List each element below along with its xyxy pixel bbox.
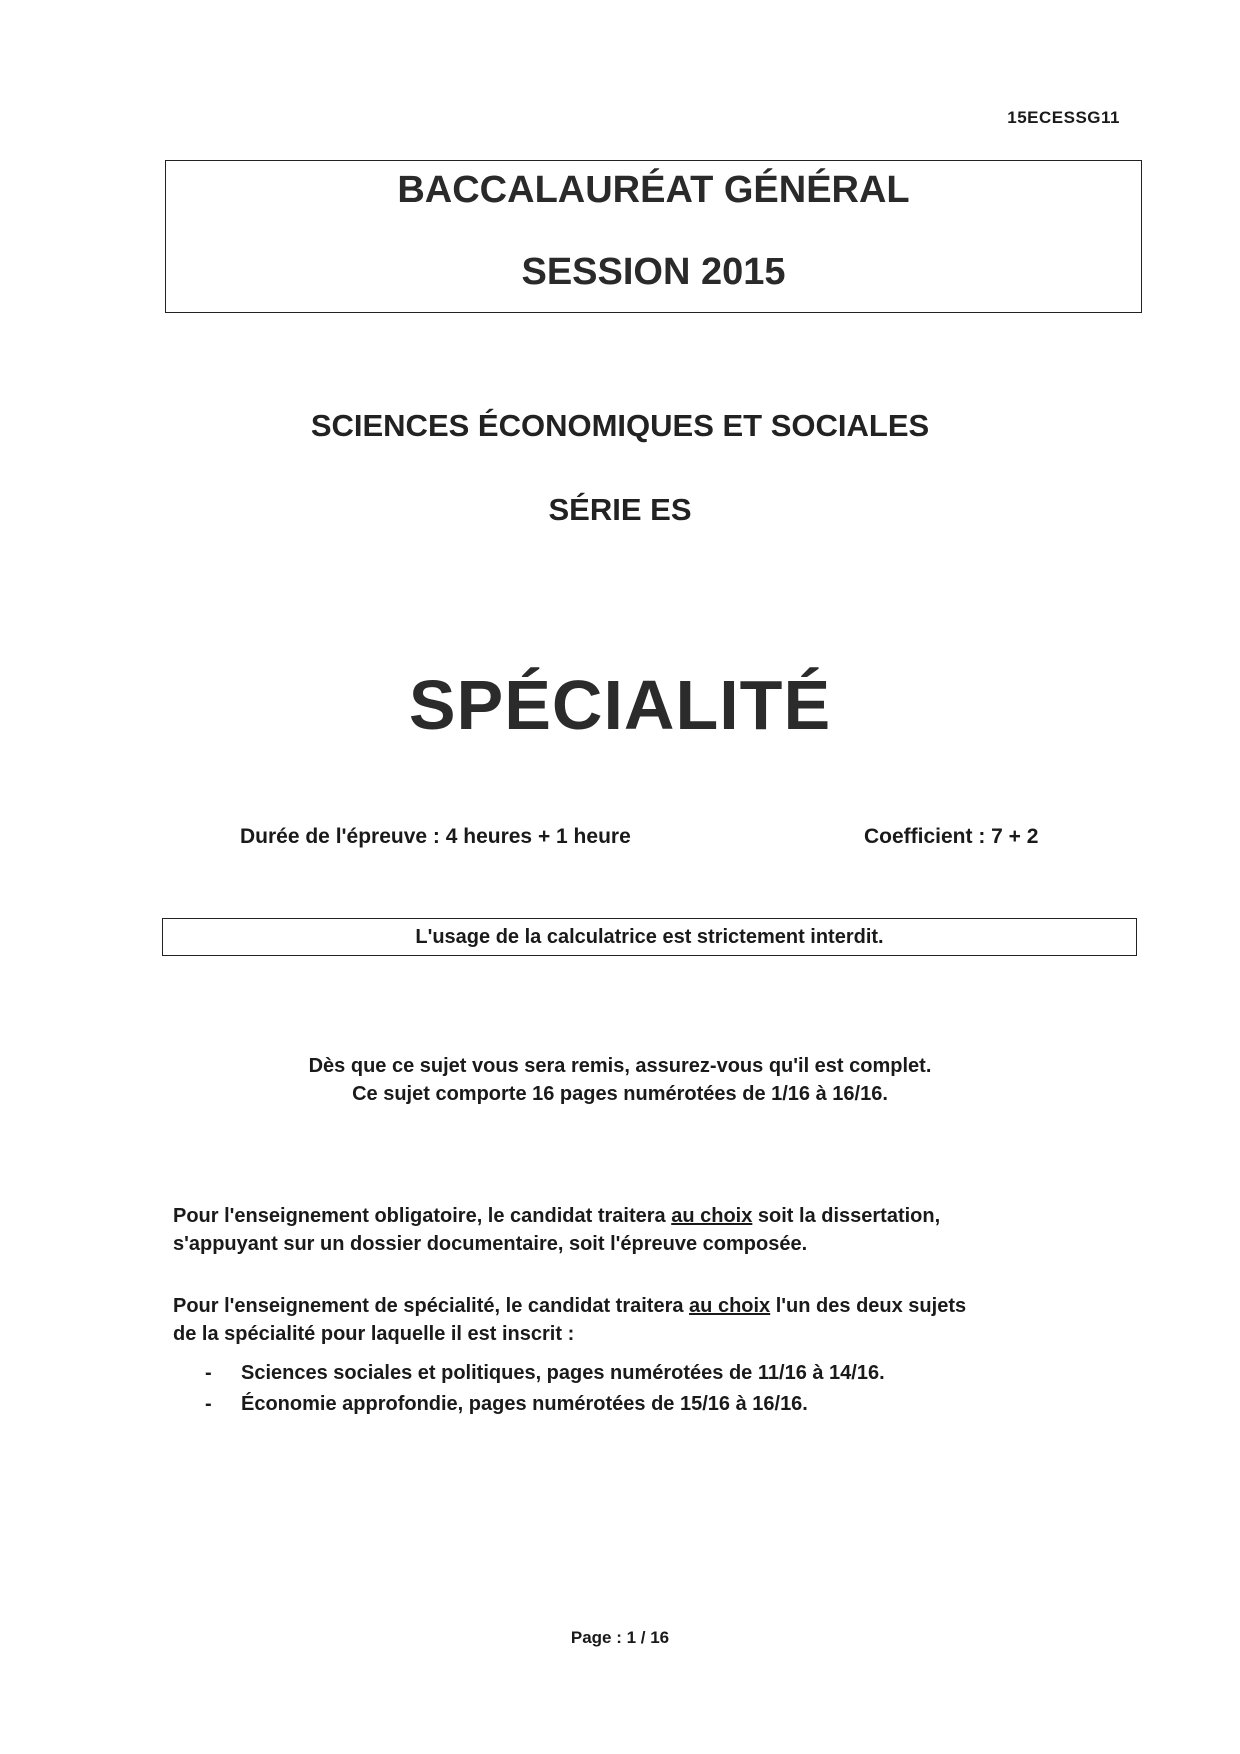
underlined-au-choix: au choix xyxy=(689,1295,771,1317)
serie-title: SÉRIE ES xyxy=(548,492,692,527)
specialite-title: SPÉCIALITÉ xyxy=(408,666,832,744)
page-number: Page : 1 / 16 xyxy=(570,1628,670,1647)
notice-line-2: Ce sujet comporte 16 pages numérotées de 1/16 à 16/16. xyxy=(352,1083,888,1105)
calculator-notice-box: L'usage de la calculatrice est strictement interdit. xyxy=(162,918,1137,956)
exam-coefficient: Coefficient : 7 + 2 xyxy=(864,825,1039,848)
bullet-dash: - xyxy=(205,1362,212,1384)
exam-session: SESSION 2015 xyxy=(521,251,786,293)
paragraph-obligatoire-line-2: s'appuyant sur un dossier documentaire, soit l'épreuve composée. xyxy=(173,1233,808,1255)
paragraph-text: Pour l'enseignement obligatoire, le candidat traitera xyxy=(173,1205,672,1227)
specialite-options-list xyxy=(205,1358,1125,1420)
exam-duration: Durée de l'épreuve : 4 heures + 1 heure xyxy=(240,825,631,848)
list-item-text: Sciences sociales et politiques, pages numérotées de 11/16 à 14/16. xyxy=(241,1362,885,1384)
list-item xyxy=(205,1358,1125,1389)
header-box xyxy=(165,160,1142,313)
paragraph-text: soit la dissertation, xyxy=(752,1205,941,1227)
paragraph-text: Pour l'enseignement de spécialité, le candidat traitera xyxy=(173,1295,690,1317)
bullet-dash: - xyxy=(205,1393,212,1415)
list-item-text: Économie approfondie, pages numérotées de 15/16 à 16/16. xyxy=(241,1393,808,1415)
exam-title: BACCALAURÉAT GÉNÉRAL xyxy=(397,169,910,211)
underlined-au-choix: au choix xyxy=(671,1205,753,1227)
completeness-notice xyxy=(0,1052,1240,1108)
paragraph-obligatoire-line-1 xyxy=(173,1202,1133,1230)
paragraph-specialite-line-1 xyxy=(173,1292,1133,1320)
notice-line-1: Dès que ce sujet vous sera remis, assurez-vous qu'il est complet. xyxy=(308,1055,932,1077)
paragraph-obligatoire xyxy=(173,1202,1133,1258)
paragraph-specialite-line-2: de la spécialité pour laquelle il est inscrit : xyxy=(173,1323,575,1345)
list-item xyxy=(205,1389,1125,1420)
document-code: 15ECESSG11 xyxy=(1007,108,1120,127)
paragraph-text: l'un des deux sujets xyxy=(770,1295,967,1317)
paragraph-specialite xyxy=(173,1292,1133,1348)
subject-title: SCIENCES ÉCONOMIQUES ET SOCIALES xyxy=(310,408,930,443)
